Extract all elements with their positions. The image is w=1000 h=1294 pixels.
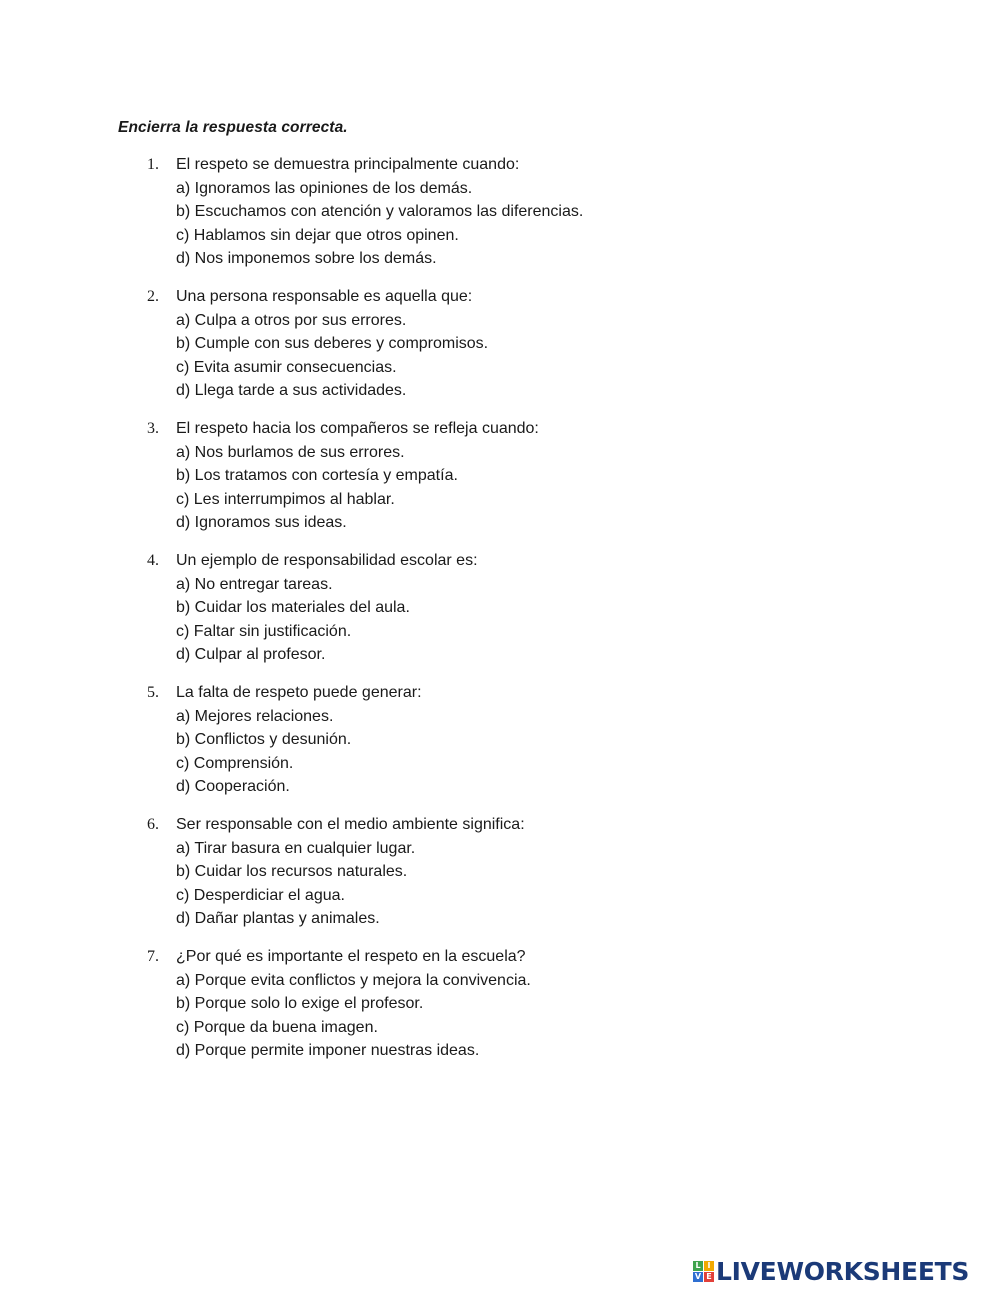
answer-option-d[interactable]: d) Dañar plantas y animales. (176, 910, 380, 928)
question-number: 7. (147, 948, 159, 965)
answer-option-a[interactable]: a) Porque evita conflictos y mejora la convivencia. (176, 971, 531, 989)
question-text: Un ejemplo de responsabilidad escolar es: (176, 552, 478, 569)
logo-tile-l: L (693, 1261, 703, 1271)
question-number: 5. (147, 684, 159, 701)
answer-option-d[interactable]: d) Ignoramos sus ideas. (176, 514, 347, 532)
answer-option-a[interactable]: a) Nos burlamos de sus errores. (176, 443, 405, 461)
question-item (0, 549, 1000, 681)
answer-option-a[interactable]: a) Mejores relaciones. (176, 707, 334, 725)
answer-option-c[interactable]: c) Desperdiciar el agua. (176, 886, 345, 904)
answer-option-d[interactable]: d) Cooperación. (176, 778, 290, 796)
answer-option-d[interactable]: d) Nos imponemos sobre los demás. (176, 250, 437, 268)
question-number: 4. (147, 552, 159, 569)
question-text: La falta de respeto puede generar: (176, 684, 422, 701)
question-body (176, 285, 488, 403)
answer-option-b[interactable]: b) Los tratamos con cortesía y empatía. (176, 467, 458, 485)
answer-option-a[interactable]: a) No entregar tareas. (176, 575, 333, 593)
question-body (176, 417, 539, 535)
answer-option-d[interactable]: d) Llega tarde a sus actividades. (176, 382, 407, 400)
question-item (0, 417, 1000, 549)
answer-option-c[interactable]: c) Faltar sin justificación. (176, 622, 352, 640)
answer-option-a[interactable]: a) Culpa a otros por sus errores. (176, 311, 407, 329)
question-text: El respeto se demuestra principalmente cuando: (176, 156, 520, 173)
question-item (0, 681, 1000, 813)
question-number: 3. (147, 420, 159, 437)
question-list (0, 153, 1000, 1077)
liveworksheets-logo-icon (693, 1261, 714, 1282)
question-body (176, 549, 478, 667)
answer-option-b[interactable]: b) Cuidar los materiales del aula. (176, 599, 410, 617)
answer-option-d[interactable]: d) Culpar al profesor. (176, 646, 326, 664)
question-text: Ser responsable con el medio ambiente significa: (176, 816, 525, 833)
liveworksheets-logo (693, 1256, 969, 1286)
question-body (176, 681, 422, 799)
answer-option-c[interactable]: c) Comprensión. (176, 754, 294, 772)
question-number: 1. (147, 156, 159, 173)
answer-option-a[interactable]: a) Ignoramos las opiniones de los demás. (176, 179, 473, 197)
question-item (0, 945, 1000, 1077)
question-item (0, 153, 1000, 285)
question-body (176, 153, 583, 271)
answer-option-c[interactable]: c) Les interrumpimos al hablar. (176, 490, 395, 508)
answer-option-b[interactable]: b) Cumple con sus deberes y compromisos. (176, 335, 489, 353)
answer-option-d[interactable]: d) Porque permite imponer nuestras ideas. (176, 1042, 480, 1060)
question-item (0, 285, 1000, 417)
logo-tile-e: E (704, 1272, 714, 1282)
logo-text: LIVEWORKSHEETS (716, 1256, 970, 1286)
logo-tile-i: I (704, 1261, 714, 1271)
answer-option-b[interactable]: b) Porque solo lo exige el profesor. (176, 995, 424, 1013)
question-number: 6. (147, 816, 159, 833)
answer-option-b[interactable]: b) Cuidar los recursos naturales. (176, 863, 408, 881)
question-number: 2. (147, 288, 159, 305)
question-body (176, 813, 525, 931)
answer-option-c[interactable]: c) Porque da buena imagen. (176, 1018, 378, 1036)
question-body (176, 945, 531, 1063)
answer-option-b[interactable]: b) Conflictos y desunión. (176, 731, 352, 749)
answer-option-b[interactable]: b) Escuchamos con atención y valoramos las diferencias. (176, 203, 584, 221)
question-text: El respeto hacia los compañeros se refleja cuando: (176, 420, 539, 437)
answer-option-c[interactable]: c) Evita asumir consecuencias. (176, 358, 397, 376)
answer-option-c[interactable]: c) Hablamos sin dejar que otros opinen. (176, 226, 459, 244)
question-item (0, 813, 1000, 945)
answer-option-a[interactable]: a) Tirar basura en cualquier lugar. (176, 839, 416, 857)
question-text: ¿Por qué es importante el respeto en la escuela? (176, 948, 526, 965)
instruction-heading: Encierra la respuesta correcta. (118, 119, 348, 136)
question-text: Una persona responsable es aquella que: (176, 288, 473, 305)
logo-tile-v: V (694, 1271, 702, 1281)
